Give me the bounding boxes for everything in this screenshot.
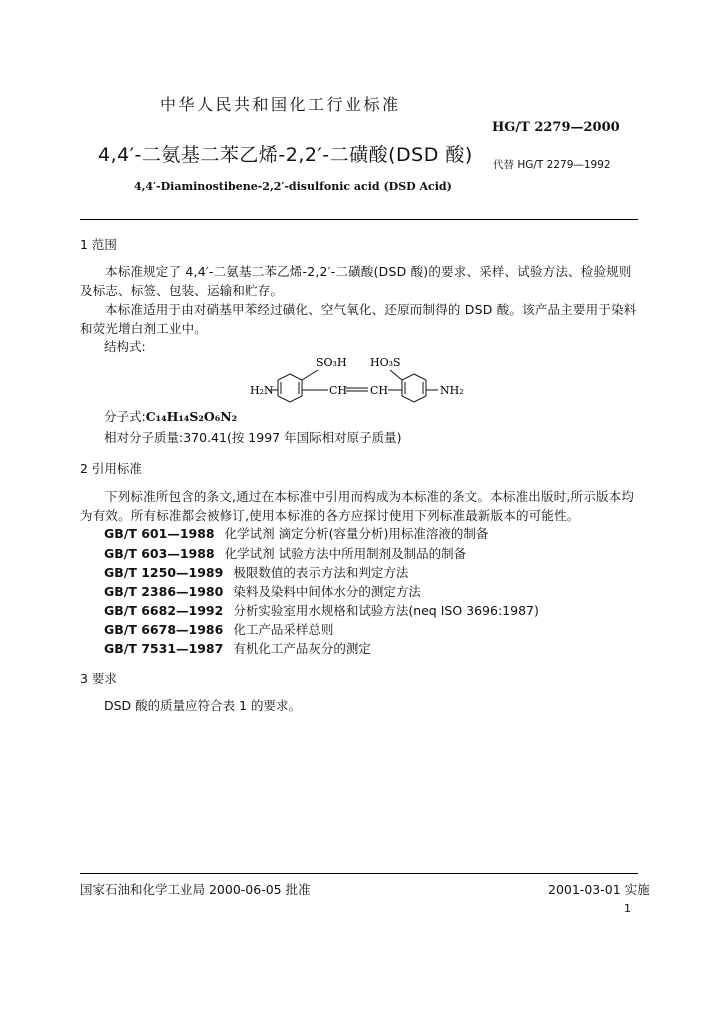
replaced-standard: 代替 HG/T 2279—1992 — [493, 159, 611, 171]
nh2-label: NH₂ — [440, 384, 464, 397]
molecular-formula-label: 分子式: — [104, 409, 146, 424]
molecular-mass-line: 相对分子质量:370.41(按 1997 年国际相对原子质量) — [104, 430, 402, 445]
reference-title: 分析实验室用水规格和试验方法(neq ISO 3696:1987) — [233, 603, 539, 618]
section-1-paragraph-1: 本标准规定了 4,4′-二氨基二苯乙烯-2,2′-二磺酸(DSD 酸)的要求、采样、试验方法、检验规则及标志、标签、包装、运输和贮存。 — [80, 264, 632, 298]
reference-title: 化学试剂 滴定分析(容量分析)用标准溶液的制备 — [224, 526, 489, 541]
document-title: 4,4′-二氨基二苯乙烯-2,2′-二磺酸(DSD 酸) — [98, 144, 473, 166]
ch-label-1: CH — [329, 384, 348, 397]
reference-title: 染料及染料中间体水分的测定方法 — [233, 584, 421, 599]
ch-label-2: CH — [370, 384, 389, 397]
benzene-ring-right — [388, 370, 438, 402]
reference-row — [104, 582, 421, 600]
molecular-formula: C₁₄H₁₄S₂O₆N₂ — [145, 409, 238, 424]
reference-row — [104, 524, 488, 542]
benzene-ring-left — [269, 370, 328, 402]
ho3s-label: HO₃S — [370, 356, 401, 369]
reference-code: GB/T 603—1988 — [104, 546, 215, 561]
section-1-heading: 1 范围 — [80, 237, 117, 252]
section-3-heading: 3 要求 — [80, 671, 117, 686]
footer-rule — [80, 873, 638, 874]
reference-title: 极限数值的表示方法和判定方法 — [233, 565, 409, 580]
page-number: 1 — [624, 902, 631, 915]
reference-code: GB/T 2386—1980 — [104, 584, 224, 599]
standard-number: HG/T 2279—2000 — [492, 120, 620, 135]
section-2-paragraph: 下列标准所包含的条文,通过在本标准中引用而构成为本标准的条文。本标准出版时,所示版本均为有效。所有标准都会被修订,使用本标准的各方应探讨使用下列标准最新版本的可能性。 — [80, 489, 635, 523]
structure-label: 结构式: — [104, 339, 146, 354]
structural-formula — [240, 352, 480, 407]
section-1-paragraph-2: 本标准适用于由对硝基甲苯经过磺化、空气氧化、还原而制得的 DSD 酸。该产品主要用于染料和荧光增白剂工业中。 — [80, 302, 637, 336]
reference-code: GB/T 6678—1986 — [104, 622, 224, 637]
effective-date: 2001-03-01 实施 — [548, 882, 650, 897]
reference-title: 有机化工产品灰分的测定 — [233, 641, 371, 656]
reference-code: GB/T 6682—1992 — [104, 603, 224, 618]
double-bond — [346, 388, 368, 391]
document-title-english: 4,4′-Diaminostibene-2,2′-disulfonic acid (DSD Acid) — [134, 180, 452, 193]
reference-title: 化工产品采样总则 — [233, 622, 334, 637]
molecular-formula-row — [104, 407, 237, 426]
reference-code: GB/T 1250—1989 — [104, 565, 224, 580]
reference-row — [104, 601, 539, 619]
section-2-heading: 2 引用标准 — [80, 461, 142, 476]
reference-row — [104, 639, 371, 657]
reference-row — [104, 620, 333, 638]
reference-code: GB/T 7531—1987 — [104, 641, 224, 656]
approval-issuer: 国家石油和化学工业局 2000-06-05 批准 — [80, 882, 311, 897]
reference-row — [104, 544, 466, 562]
section-3-paragraph: DSD 酸的质量应符合表 1 的要求。 — [104, 698, 302, 713]
header-rule — [80, 219, 638, 220]
reference-code: GB/T 601—1988 — [104, 526, 215, 541]
reference-title: 化学试剂 试验方法中所用制剂及制品的制备 — [224, 546, 467, 561]
reference-row — [104, 563, 408, 581]
h2n-label: H₂N — [250, 384, 274, 397]
so3h-label: SO₃H — [316, 356, 347, 369]
issuing-agency-title: 中华人民共和国化工行业标准 — [160, 95, 401, 114]
